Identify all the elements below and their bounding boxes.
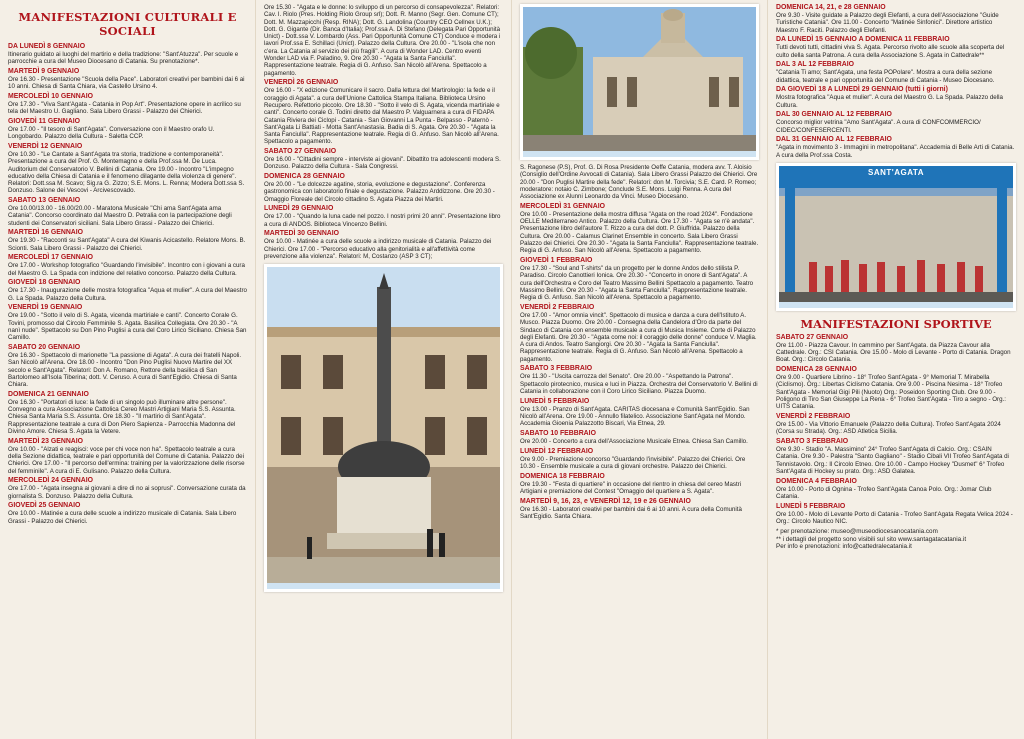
column-3 [512,0,768,739]
event-entry [776,111,1016,134]
event-date: DOMENICA 4 FEBBRAIO [776,477,857,485]
event-entry [8,304,247,341]
event-date: SABATO 27 GENNAIO [776,333,849,341]
event-description: Ore 17.30 - "Soul and T-shirts" da un progetto per le donne Andos dello stilista P. Paradiso. Circolo Canottieri Ionica. Ore 20.30 - "Concerto in onore di Sant'Agata". A cura dell'Orchestra e Coro del Teatro Massimo Bellini Spettacolo a pagamento. Teatro Massimo Bellini. Ore 20.30 - "Agata la Santa Fanciulla". Rappresentazione teatrale. Regia di G. Anfuso. San Nicolò all'Arena. Spettacolo a pagamento. [520,265,754,302]
event-entry [520,304,759,363]
event-description: Ore 16.30 - Laboratori creativi per bambini dai 6 ai 10 anni. A cura della Comunità Sant'Egidio. Santa Chiara. [520,505,742,520]
cathedral-photo [520,4,759,160]
event-description: Ore 11.00 - Piazza Cavour. In cammino per Sant'Agata. da Piazza Cavour alla Cattedrale. Org.: CSI Catania. Ore 15.00 - Molo di Levante - Porto di Catania. Dragon Boat. Org.: Circolo Catania. [776,341,1011,364]
event-entry [776,438,1016,475]
event-description: Ore 10.00 - Matinée a cura delle scuole a indirizzo musicale di Catania. Palazzo dei Chierici. Ore 17.00 - "Percorso educativo alla genitorialità e all'affettività come prevenzione alla violenza". Relatori: M, Costanzo (ASP 3 CT); [264,238,492,260]
event-entry [776,334,1016,364]
event-entry [520,257,759,301]
event-entry [520,448,759,471]
event-date: VENERDÌ 12 GENNAIO [8,142,83,150]
event-entry [8,143,247,195]
event-description: Ore 16.30 - "Portatori di luce: la fede di un singolo può illuminare altre persone". Convegno a cura Associazione Cattolica Cereo Mastri Artigiani Maria S.S. Assunta. Chiesa Santa Maria S.S. Assunta. Ore 18.30 - "Il martirio di Sant'Agata". Rappresentazione teatrale a cura di Don Piero Sapienza - Parrocchia Madonna del Divino Amore. Chiesa S. Agata la Vetere. [8,398,236,435]
event-date: SABATO 10 FEBBRAIO [520,429,596,437]
event-entry [264,4,503,77]
event-date: MARTEDÌ 9, 16, 23, e VENERDÌ 12, 19 e 26 GENNAIO [520,497,691,505]
event-description: Ore 13.00 - Pranzo di Sant'Agata. CARITAS diocesana e Comunità Sant'Egidio. San Nicolò all'Arena. Ore 19.00 - Annullo filatelico. Associazione Sant'Agata nel Mondo. Accademia Gioenia Palazzotto Biscari, Via Etnea, 29. [520,405,750,428]
event-description: Ore 10.00 - Molo di Levante Porto di Catania - Trofeo Sant'Agata Regata Velica 2024 - Org.: Circolo Nautico NIC. [776,510,1013,525]
event-date: MERCOLEDÌ 17 GENNAIO [8,254,93,262]
event-description: Itinerario guidato ai luoghi del martirio e della tradizione: "Sant'Atuzza". Per scuole e parrocchie a cura del Museo Diocesano di Catania. Su prenotazione*. [8,51,239,66]
event-date: DOMENICA 18 FEBBRAIO [520,472,605,480]
race-banner-text: SANT'AGATA [868,167,924,177]
event-description: Ore 20.00 - "Le dolcezze agatine, storia, evoluzione e degustazione". Conferenza gastronomica con laboratorio finale e degustazione. Palazzo Arddizzone. Ore 20.30 - Omaggio Floreale del Circolo cittadino S. Agata Piazza dei Martiri. [264,181,495,203]
event-date: SABATO 3 FEBBRAIO [776,437,849,445]
event-description: Ore 10.00 - Porto di Ognina - Trofeo Sant'Agata Canoa Polo. Org.: Jomar Club Catania. [776,485,992,500]
event-description: Ore 16.00 - "X edizione Comunicare il sacro. Dalla lettura del Martirologio: la fede e il coraggio di Agata". a cura dell'Unione Cattolica Stampa Italiana. Biblioteca Ursino Recupero. Refettorio piccolo. Ore 18.30 - "Sotto il velo di S. Agata, vicenda martiriale e canti". Concerto corale G. Todini diretto dal Maestro P. Valguarnera a cura di FIDAPA Catania Riviera dei Ciclopi - Catania - San Giovanni La Punta - Belpasso - Paternò - Sant'Agata Li Battiati - Motta Sant'Anastasia. Badia di S. Agata. Ore 20.30 - "Agata la Santa Fanciulla". Rappresentazione teatrale. Regia di G. Anfuso. San Nicolò all'Arena. Spettacolo a pagamento. [264,87,500,146]
event-description: Ore 15.30 - "Agata e le donne: lo sviluppo di un percorso di consapevolezza". Relatori: Cav. I. Riolo (Pres. Holding Riolo Group srl); Dott. R. Manno (Segr. Gen. Comune CT); Dott. M. Mazzapicchi (Resp. RINA); Dott. G. Landolina (Country CEO Cellnex U.K.); Dott. G. Gigante (Dir. Banca d'Italia); Prof.ssa A. Di Stefano (Delegata Pari Opportunità Unict) - Dott.ssa V. Lombardo (Ass. Pari Opportunità Comune CT) Conduce e modera i lavori Prof.ssa E. Schillaci (Unict). Palazzo della Cultura. Ore 20.00 - "L'isola che non c'era. La Catania al servizio dei più fragili". A cura di Wonder LAD. Centro eventi Wonder LAD via F. Paladino, 9. Ore 20.30 - "Agata la Santa Fanciulla". Rappresentazione teatrale. Regia di G. Anfuso. San Nicolò all'Arena. Spettacolo a pagamento. [264,4,501,77]
race-photo [776,163,1016,311]
event-description: Ore 17.00 - "Quando la luna cade nel pozzo. I nostri primi 20 anni". Presentazione libro a cura di ANDOS. Biblioteca Vincenzo Bellini. [264,213,501,228]
event-date: DA GIOVEDÌ 18 A LUNEDÌ 29 GENNAIO (tutti i giorni) [776,86,948,94]
event-entry [520,398,759,428]
event-description: Ore 9.00 - Premiazione concorso "Guardando l'invisibile". Palazzo dei Chierici. Ore 10.30 - Ensemble musicale a cura di giovani orchestre. Palazzo dei Chierici. [520,455,746,470]
event-date: MERCOLEDÌ 10 GENNAIO [8,92,93,100]
footer-line-1: * per prenotazione: museo@museodiocesanocatania.com [776,528,938,536]
elephant-fountain-photo [264,264,503,592]
event-description: Ore 17.00 - "Il tesoro di Sant'Agata". Conversazione con il Maestro orafo U. Longobardo. Palazzo della Cultura - Saletta CCP. [8,125,215,141]
event-entry [264,79,503,145]
event-entry [520,473,759,496]
elephant-fountain-illustration [267,267,501,583]
event-entry [8,229,247,252]
event-entry [776,36,1016,59]
event-entry [776,4,1016,34]
footer-line-2: ** i dettagli del progetto sono visibili sul sito www.santagatacatania.it [776,535,967,543]
event-description: Ore 16.00 - "Cittadini sempre - interviste ai giovani". Dibattito tra adolescenti modera S. Donzuso. Palazzo della Cultura - Sala Congressi. [264,156,501,171]
event-entry [8,68,247,91]
event-description: Ore 10.00 - "Alzati e reagisci: voce per chi voce non ha". Spettacolo teatrale a cura della Sezione didattica, teatrale e pari opportunità del Comune di Catania. Palazzo dei Chierici. Ore 17.00 - "Il percorso dell'ermina: training per la valorizzazione delle risorse del femminile". A cura di E. Gulisano. Palazzo della Cultura. [8,445,245,475]
event-entry [8,438,247,475]
event-description: Ore 17.00 - "Agata insegna ai giovani a dire di no ai soprusi". Conversazione curata da giornalista S. Donzuso. Palazzo della Cultura. [8,485,246,500]
event-entry [520,365,759,395]
event-date: VENERDÌ 19 GENNAIO [8,304,83,312]
event-date: VENERDÌ 2 FEBBRAIO [776,412,851,420]
event-entry [8,43,247,66]
event-date: MERCOLEDÌ 31 GENNAIO [520,202,605,210]
event-description: Ore 16.30 - Spettacolo di marionette "La passione di Agata". A cura dei fratelli Napoli. San Nicolò all'Arena. Ore 18.00 - Incontro "Don Pino Puglisi Nuovo Martire del XX secolo e Sant'Agata". Relatori: Don A. Romano, Rettore della basilica di San Bartolomeo all'Isola Tiberina; dott. V. Ceruso. A cura di Sant'Egidio. Chiesa di Santa Chiara. [8,351,242,389]
event-date: DOMENICA 28 GENNAIO [776,366,857,374]
event-entry [8,344,247,388]
event-date: DA LUNEDÌ 15 GENNAIO A DOMENICA 11 FEBBRAIO [776,36,950,44]
event-description: Ore 20.00 - Concerto a cura dell'Associazione Musicale Etnea. Chiesa San Camillo. [520,437,748,445]
event-entry [776,503,1016,526]
event-description: Ore 9.30 - Visite guidate a Palazzo degli Elefanti, a cura dell'Associazione "Guide Turistiche Catania". Ore 11.00 - Concerto "Matinée Sinfonici". Direttore artistico Maestro F. Raciti. Palazzo degli Elefanti. [776,12,999,34]
event-description: Ore 10.30 - "Le Cantate a Sant'Agata tra storia, tradizione e contemporaneità". Presentazione a cura del Prof. G. Montemagno e della Prof.ssa M. De Luca. Auditorium del Conservatorio V. Bellini di Catania. Ore 19.00 - Incontro "L'impegno educativo della Chiesa di Catania e il fenomeno dilagante della violenza di genere". Relatori: Dott.ssa M. Scavo; Sig.ra G. Zizzo; S.E. Mons. L. Renna; Modera Dott.ssa S. Donzuso. Salone dei Vescovi - Arcivescovado. [8,150,245,195]
event-date: DA LUNEDÌ 8 GENNAIO [8,43,86,50]
event-entry [8,93,247,116]
event-date: MARTEDÌ 23 GENNAIO [8,437,84,445]
column-2 [256,0,512,739]
event-description: "Agata in movimento 3 - Immagini in metropolitana". Accademia di Belle Arti di Catania. A cura della Prof.ssa Costa. [776,144,1015,159]
event-date: GIOVEDÌ 11 GENNAIO [8,117,80,125]
footer-notes [776,528,1016,550]
event-entry [520,430,759,445]
event-entry [776,136,1016,159]
event-list-col4 [776,4,1016,159]
event-date: SABATO 13 GENNAIO [8,197,81,205]
event-description: Ore 16.30 - Presentazione "Scuola della Pace". Laboratori creativi per bambini dai 6 ai 10 anni. Chiesa di Santa Chiara, via Castello Ursino 4. [8,75,245,91]
event-date: MARTEDÌ 9 GENNAIO [8,67,80,75]
event-entry [264,148,503,171]
event-entry [520,164,759,200]
event-description: Mostra fotografica "Aqua et mulier". A cura del Maestro G. La Spada. Palazzo della Cultura. [776,94,1003,109]
event-date: LUNEDÌ 29 GENNAIO [264,205,334,213]
event-description: Concorso miglior vetrina "Amo Sant'Agata". A cura di CONFCOMMERCIO/ CIDEC/CONFESERCENTI. [776,119,981,134]
event-date: DOMENICA 14, 21, e 28 GENNAIO [776,4,886,11]
event-date: LUNEDÌ 12 FEBBRAIO [520,447,594,455]
event-date: MARTEDÌ 30 GENNAIO [264,230,340,238]
event-date: DAL 3 AL 12 FEBBRAIO [776,61,854,69]
event-date: LUNEDÌ 5 FEBBRAIO [520,397,590,405]
event-entry [776,61,1016,84]
event-description: Ore 19.00 - "Sotto il velo di S. Agata, vicenda martiriale e canti". Concerto Corale G. Tovini, promosso dal Circolo Femminile S. Agata. Basilica Collegiata. Ore 20.30 - "A nanì nude". Spettacolo su Don Pino Puglisi a cura del Coro Lirico Siciliano. Chiesa San Camillo. [8,312,247,342]
event-date: VENERDÌ 2 FEBBRAIO [520,303,595,311]
event-description: Ore 17.00 - Workshop fotografico "Guardando l'invisibile". Incontro con i giovani a cura del Maestro G. La Spada con indizione del relativo concorso. Palazzo della Cultura. [8,262,245,277]
event-date: DAL 30 GENNAIO AL 12 FEBBRAIO [776,111,892,119]
event-description: Ore 15.00 - Via Vittorio Emanuele (Palazzo della Cultura). Trofeo Sant'Agata 2024 (Corsa su Strada). Org.: ASD Atletica Sicilia. [776,420,1001,436]
event-description: Ore 17.00 - "Amor omnia vincit". Spettacolo di musica e danza a cura dell'Istituto A. Musco. Piazza Duomo. Ore 20.00 - Consegna della Candelora d'Oro da parte del Sindaco di Catania con ensemble musicale a cura di Musica Insieme. Corte di Palazzo degli Elefanti. Ore 20.30 - "Agata come noi: il coraggio delle donne" conduce V. Maglia. A cura di Andos. Teatro Sangiorgi. Ore 20.30 - "Agata la Santa Fanciulla". Rappresentazione teatrale. Regia di G. Anfuso. San Nicolò all'Arena. Spettacolo a pagamento. [520,311,757,363]
sport-section-title: MANIFESTAZIONI SPORTIVE [800,316,992,331]
event-date: GIOVEDÌ 1 FEBBRAIO [520,257,593,265]
event-entry [8,477,247,500]
event-description: S. Ragonese (P.S), Prof. G. Di Rosa Presidente Oeffe Catania, modera avv. T. Aloisio (Consiglio dell'Ordine Avvocati di Catania). Sala Libero Grassi Palazzo dei Chierici. Ore 20.00 - "Don Puglisi Martire della fede". Relatori: don M. Torcivia; S.E. Card. P. Romeo; moderatore: notaio C. Zimbone; Conclude S.E. Mons. Luigi Renna. A cura del Associazione ex Alunni Leonardo da Vinci. Museo Diocesano. [520,164,758,201]
event-entry [264,173,503,203]
event-date: GIOVEDÌ 18 GENNAIO [8,279,81,287]
event-list-sport [776,334,1016,525]
cultural-section-title: MANIFESTAZIONI CULTURALI E SOCIALI [18,10,237,38]
event-date: VENERDÌ 26 GENNAIO [264,79,339,87]
event-entry [8,279,247,302]
event-entry [520,498,759,521]
cathedral-illustration [523,7,757,151]
event-description: Tutti devoti tutti, cittadini viva S. Agata. Percorso rivolto alle scuole alla scoperta del culto della santa Patrona. A cura della Associazione S. Agata in Cattedrale** [776,44,1005,59]
event-description: Ore 10.00 - Presentazione della mostra diffusa "Agata on the road 2024". Fondazione OELLE Mediterraneo Antico. Palazzo della Cultura. Ore 17.30 - "Agata se n'è andata". Presentazione libro dell'autore T. Rizzo a cura del dott. P. Giuffrida. Palazzo della Cultura. Ore 20.00 - Calamus Clarinet Ensemble in concerto. Sala Libero Grassi Palazzo dei Chierici. Ore 20.30 - "Agata la Santa Fanciulla". Rappresentazione teatrale. Regia di G. Anfuso. San Nicolò all'Arena. Spettacolo a pagamento. [520,210,759,255]
column-1 [0,0,256,739]
event-entry [8,197,247,227]
event-entry [8,502,247,525]
event-date: SABATO 3 FEBBRAIO [520,365,593,373]
event-description: Ore 19.30 - "Festa di quartiere" in occasione del rientro in chiesa del cereo Mastri Artigiani e premiazione del Contest "Omaggio del quartiere a S. Agata". [520,480,742,495]
event-list-col1 [8,43,247,525]
event-entry [776,366,1016,410]
race-illustration [779,166,1013,302]
event-description: Ore 11.30 - "Uscita carrozza del Senato". Ore 20.00 - "Aspettando la Patrona". Spettacolo pirotecnico, musica e luci in Piazza. Orchestra del Conservatorio V. Bellini di Catania in collaborazione con il Coro Lirico Siciliano. Piazza Duomo. [520,373,758,395]
event-entry [776,413,1016,436]
event-date: MERCOLEDÌ 24 GENNAIO [8,477,93,485]
event-date: SABATO 27 GENNAIO [264,148,337,156]
event-description: Ore 10.00 - Matinée a cura delle scuole a indirizzo musicale di Catania. Sala Libero Grassi - Palazzo dei Chierici. [8,510,237,525]
event-date: DOMENICA 21 GENNAIO [8,390,89,398]
event-list-col2 [264,4,503,260]
event-list-col3 [520,164,759,520]
event-date: DAL 31 GENNAIO AL 12 FEBBRAIO [776,136,892,144]
event-entry [264,230,503,260]
event-description: "Catania Ti amo; Sant'Agata, una festa POPolare". Mostra a cura della sezione didattica, teatrale e pari opportunità del Comune di Catania - Museo Diocesano. [776,69,995,84]
event-entry [776,86,1016,109]
event-date: SABATO 20 GENNAIO [8,343,81,351]
event-description: Ore 9.00 - Quartiere Librino - 18° Trofeo Sant'Agata - 9° Memorial T. Mirabella (Ciclismo). Org.: Libertas Ciclismo Catania. Ore 9.00 - Piscina Nesima - 18° Trofeo Sant'Agata - Memorial Gigi Pili (Nuoto) Org.: Poseidon Sporting Club. Ore 9.00 - Poligono di Tiro San Giuseppe La Rena - 6° Trofeo Sant'Agata - Tiro a segno - Org.: UITS Catania. [776,374,1006,411]
event-date: LUNEDÌ 5 FEBBRAIO [776,502,846,510]
event-date: GIOVEDÌ 25 GENNAIO [8,502,81,510]
event-entry [776,478,1016,501]
event-entry [264,205,503,228]
event-entry [520,203,759,255]
event-entry [8,391,247,435]
event-entry [8,254,247,277]
event-description: Ore 17.30 - "Viva Sant'Agata - Catania in Pop Art". Presentazione opere in acrilico su tela del Maestro U. Gagliano. Sala Libero Grassi - Palazzo dei Chierici. [8,100,241,116]
event-description: Ore 10.00/13.00 - 16.00/20.00 - Maratona Musicale "Chi ama Sant'Agata ama Catania". Concorso coordinato dal Maestro D. Petralia con la partecipazione degli studenti dei Conservatori siciliani. Sala Libero Grassi - Palazzo dei Chierici. [8,205,232,227]
event-description: Ore 19.30 - "Racconti su Sant'Agata" A cura del Kiwanis Acicastello. Relatore Mons. B. Scionti. Sala Libero Grassi - Palazzo dei Chierici. [8,237,246,252]
event-entry [8,118,247,141]
column-4 [768,0,1024,739]
footer-line-3: Per info e prenotazioni: info@cattedralecatania.it [776,542,912,550]
event-description: Ore 9.30 - Stadio "A. Massimino" 24° Trofeo Sant'Agata di Calcio. Org.: CSAIN Catania. Ore 9.30 - Palestra "Santo Gagliano" - Stadio Cibali VII Trofeo Sant'Agata di Tennistavolo. Org.: Il Circolo Etneo. Ore 10.00 - Campo Hockey "Dusmet" 6° Trofeo Sant'Agata di Hockey su prato. Org.: ASD Galatea. [776,445,1009,475]
event-date: DOMENICA 28 GENNAIO [264,173,345,181]
event-description: Ore 17.30 - Inaugurazione delle mostra fotografica "Aqua et mulier". A cura del Maestro G. La Spada. Palazzo della Cultura. [8,287,247,302]
event-date: MARTEDÌ 16 GENNAIO [8,229,84,237]
